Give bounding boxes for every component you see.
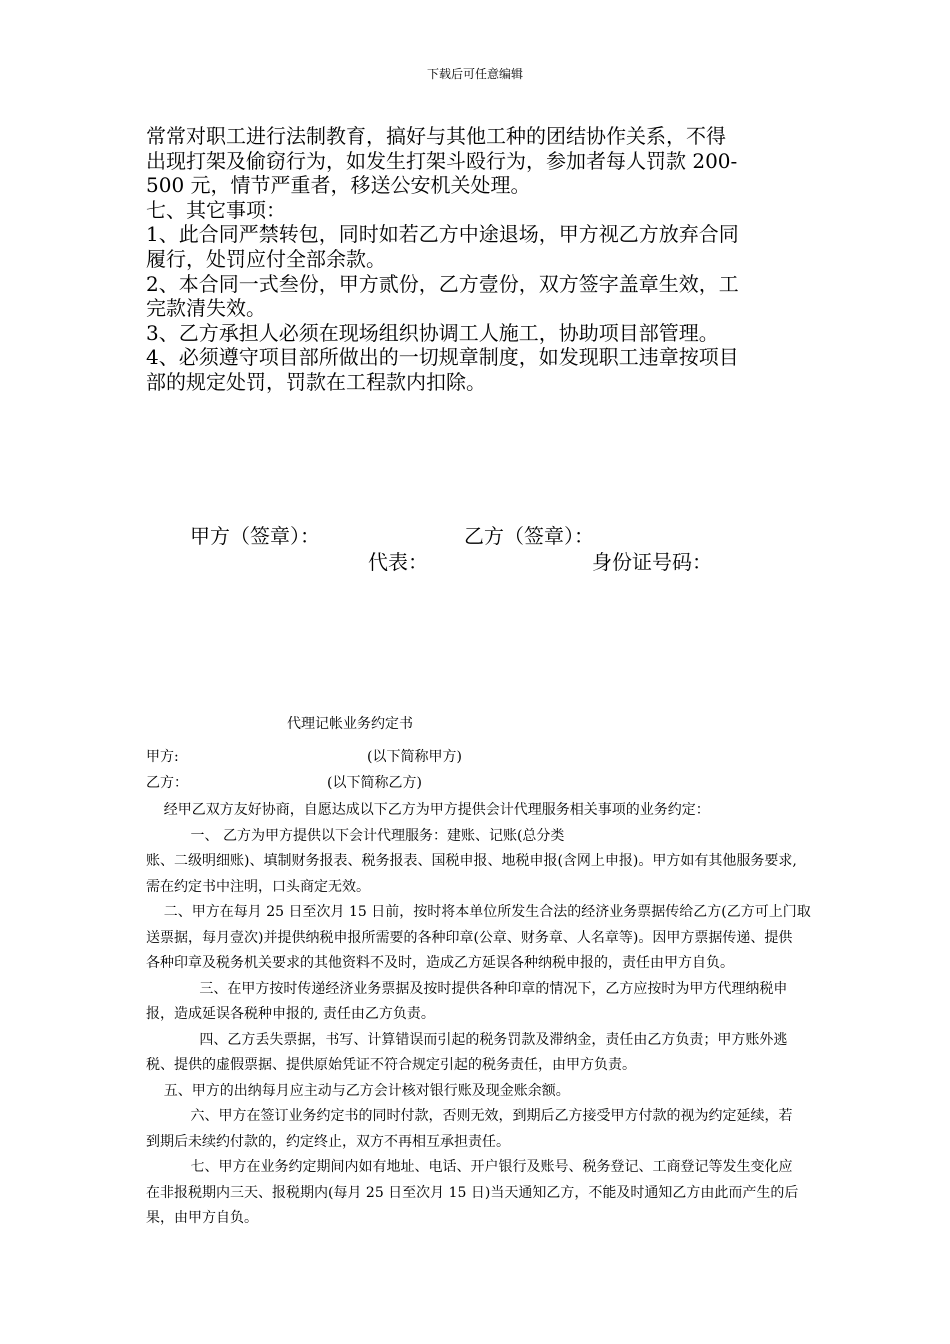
clause-line: 1、此合同严禁转包，同时如若乙方中途退场，甲方视乙方放弃合同: [146, 222, 739, 247]
representative-label: 代表：: [368, 550, 428, 574]
party-a-note: (以下简称甲方): [367, 749, 462, 765]
agreement-line: 在非报税期内三天、报税期内(每月 25 日至次月 15 日)当天通知乙方，不能及时通知乙方由此而产生的后: [146, 1184, 799, 1201]
agreement-title: 代理记帐业务约定书: [287, 716, 413, 732]
agreement-line: 六、甲方在签订业务约定书的同时付款，否则无效，到期后乙方接受甲方付款的视为约定延续，若: [146, 1108, 793, 1124]
clause-line: 500 元，情节严重者，移送公安机关处理。: [146, 173, 531, 198]
party-a-label: 甲方:: [146, 749, 179, 765]
agreement-line: 账、二级明细账)、填制财务报表、税务报表、国税申报、地税申报(含网上申报)。甲方如有其他服务要求,: [146, 853, 797, 869]
agreement-line: 一、 乙方为甲方提供以下会计代理服务：建账、记账(总分类: [146, 827, 565, 844]
agreement-line: 四、乙方丢失票据，书写、计算错误而引起的税务罚款及滞纳金，责任由乙方负责；甲方账外逃: [146, 1031, 788, 1048]
clause-line: 4、必须遵守项目部所做出的一切规章制度，如发现职工违章按项目: [146, 345, 739, 370]
agreement-line: 果，由甲方自负。: [146, 1210, 258, 1226]
contract-clauses: [146, 124, 816, 395]
clause-heading: 七、其它事项：: [146, 197, 286, 222]
clause-line: 完款清失效。: [146, 296, 266, 321]
agreement-line: 三、在甲方按时传递经济业务票据及按时提供各种印章的情况下，乙方应按时为甲方代理纳税申: [146, 980, 788, 997]
clause-line: 部的规定处罚，罚款在工程款内扣除。: [146, 369, 486, 394]
page-header: 下载后可任意编辑: [426, 67, 523, 81]
agreement-line: 经甲乙双方友好协商，自愿达成以下乙方为甲方提供会计代理服务相关事项的业务约定：: [146, 802, 710, 818]
agreement-line: 税、提供的虚假票据、提供原始凭证不符合规定引起的税务责任，由甲方负责。: [146, 1057, 636, 1073]
party-b-note: (以下简称乙方): [327, 775, 422, 791]
clause-line: 3、乙方承担人必须在现场组织协调工人施工，协助项目部管理。: [146, 320, 719, 345]
agreement-line: 五、甲方的出纳每月应主动与乙方会计核对银行账及现金账余额。: [146, 1082, 570, 1099]
agreement-line: 到期后未续约付款的，约定终止，双方不再相互承担责任。: [146, 1133, 510, 1150]
clause-line: 2、本合同一式叁份，甲方贰份，乙方壹份，双方签字盖章生效，工: [146, 271, 739, 296]
agreement-line: 送票据，每月壹次)并提供纳税申报所需要的各种印章(公章、财务章、人名章等)。因甲方票据传递、提供: [146, 929, 793, 946]
clause-line: 常常对职工进行法制教育，搞好与其他工种的团结协作关系，不得: [146, 124, 726, 148]
clause-line: 履行，处罚应付全部余款。: [146, 246, 386, 271]
agreement-line: 二、甲方在每月 25 日至次月 15 日前，按时将本单位所发生合法的经济业务票据传给乙方(乙方可上门取: [146, 904, 811, 920]
clause-line: 出现打架及偷窃行为，如发生打架斗殴行为，参加者每人罚款 200-: [146, 148, 738, 173]
agreement-line: 各种印章及税务机关要求的其他资料不及时，造成乙方延误各种纳税申报的，责任由甲方自负。: [146, 955, 734, 971]
party-b-signature-label: 乙方（签章）：: [464, 524, 594, 548]
id-number-label: 身份证号码：: [592, 550, 712, 574]
agreement-body: [146, 798, 816, 1232]
party-a-signature-label: 甲方（签章）：: [190, 524, 320, 548]
agreement-line: 七、甲方在业务约定期间内如有地址、电话、开户银行及账号、税务登记、工商登记等发生变化应: [146, 1159, 793, 1175]
agreement-line: 需在约定书中注明，口头商定无效。: [146, 878, 370, 895]
agreement-line: 报，造成延误各税种申报的, 责任由乙方负责。: [146, 1006, 435, 1022]
party-b-label: 乙方：: [146, 775, 188, 791]
